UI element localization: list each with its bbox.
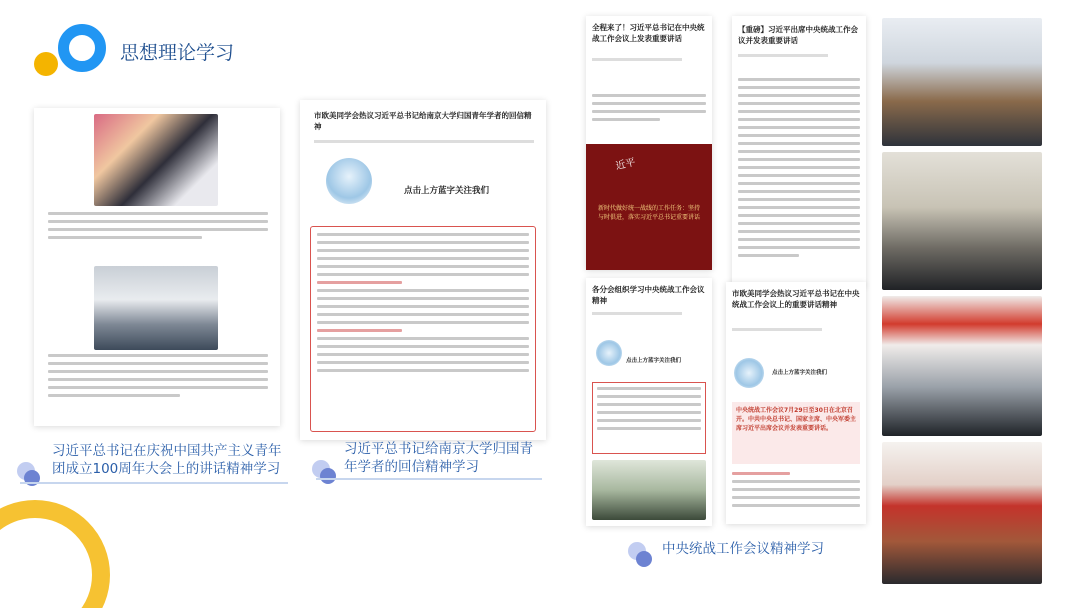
- caption-left-rule: [20, 482, 288, 484]
- photo-conference-room-3: [882, 296, 1042, 436]
- water-splash-icon: [326, 158, 372, 204]
- doc-mid-bottom-follow: 点击上方蓝字关注我们: [626, 358, 682, 364]
- doc-mid-top-banner: 新时代做好统一战线的工作任务：坚持与时俱进，落实习近平总书记重要讲话: [598, 205, 701, 221]
- doc-right-bottom-text: [732, 472, 860, 512]
- doc-mid-bottom-headline: 各分会组织学习中央统战工作会议精神: [592, 285, 705, 305]
- photo-costume: [94, 114, 218, 206]
- doc-right-top-headline: 【重磅】习近平出席中央统战工作会议并发表重要讲话: [738, 25, 858, 45]
- caption-left: 习近平总书记在庆祝中国共产主义青年团成立100周年大会上的讲话精神学习: [52, 443, 282, 477]
- water-splash-icon-2: [596, 340, 622, 366]
- water-splash-icon-3: [734, 358, 764, 388]
- photo-conference-room-1: [882, 18, 1042, 146]
- doc-mid-top-text: [592, 94, 706, 126]
- doc-card-right-bottom: [726, 282, 866, 524]
- caption-right: 中央统战工作会议精神学习: [662, 541, 824, 557]
- doc-card-right-top: [732, 16, 866, 286]
- caption-center-bubble-dark: [320, 468, 336, 484]
- photo-conference-room-4: [882, 442, 1042, 584]
- doc-center-red-box: [310, 226, 536, 432]
- doc-right-top-text: [738, 78, 860, 262]
- text-block-1: [48, 212, 268, 244]
- doc-right-bottom-headline: 市欧美同学会热议习近平总书记在中央统战工作会议上的重要讲话精神: [732, 289, 860, 309]
- doc-center-follow: 点击上方蓝字关注我们: [404, 186, 490, 196]
- logo-yellow-dot: [34, 52, 58, 76]
- doc-right-bottom-meta: [732, 328, 822, 331]
- calligraphy-mark: 近平: [614, 157, 637, 173]
- photo-meeting-small: [592, 460, 706, 520]
- doc-center-meta: [314, 140, 534, 143]
- doc-mid-top-meta: [592, 58, 682, 61]
- doc-center-headline: 市欧美同学会热议习近平总书记给南京大学归国青年学者的回信精神: [314, 111, 532, 131]
- decor-yellow-ring: [0, 500, 110, 608]
- page-title: 思想理论学习: [120, 42, 235, 64]
- doc-mid-bottom-red-box: [592, 382, 706, 454]
- caption-right-bubble-dark: [636, 551, 652, 567]
- logo-blue-ring: [58, 24, 106, 72]
- caption-center: 习近平总书记给南京大学归国青年学者的回信精神学习: [344, 441, 533, 475]
- doc-card-center: [300, 100, 546, 440]
- text-block-2: [48, 354, 268, 402]
- doc-mid-bottom-meta: [592, 312, 682, 315]
- caption-center-rule: [316, 478, 542, 480]
- doc-card-mid-bottom: [586, 278, 712, 526]
- photo-lab: [94, 266, 218, 350]
- doc-mid-top-headline: 全程来了！习近平总书记在中央统战工作会议上发表重要讲话: [592, 23, 705, 43]
- doc-right-bottom-red-text: 中央统战工作会议7月29日至30日在北京召开。中共中央总书记、国家主席、中央军委主席习近平出席会议并发表重要讲话。: [732, 402, 860, 464]
- doc-mid-top-banner-bg: [586, 144, 712, 270]
- doc-right-top-meta: [738, 54, 828, 57]
- photo-conference-room-2: [882, 152, 1042, 290]
- doc-card-left: [34, 108, 280, 426]
- doc-right-bottom-follow: 点击上方蓝字关注我们: [772, 370, 828, 376]
- doc-card-mid-top: [586, 16, 712, 270]
